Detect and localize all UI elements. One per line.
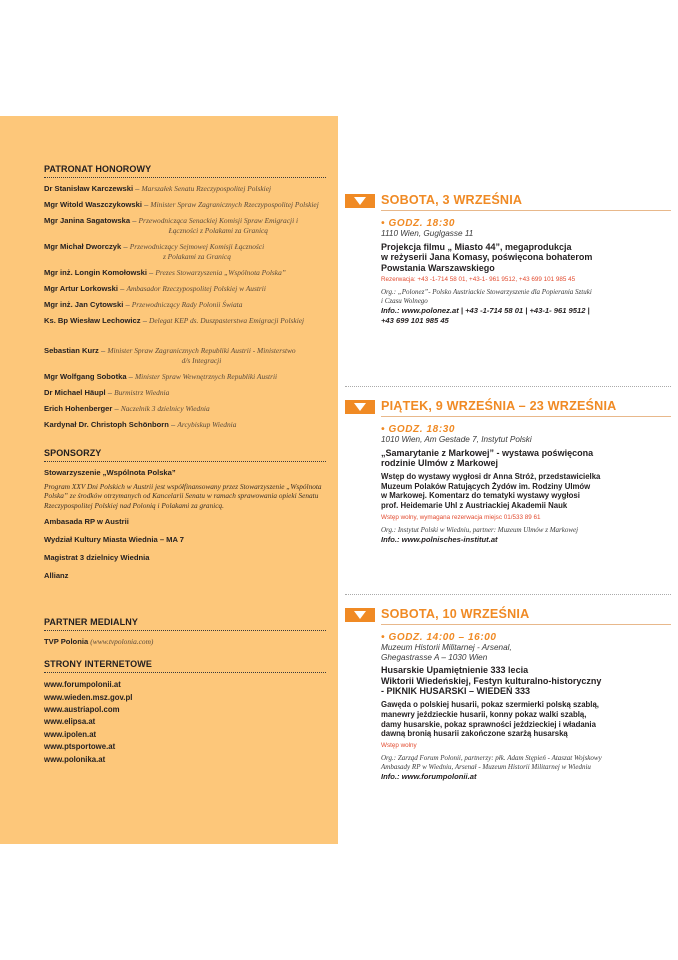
arrow-down-icon bbox=[345, 400, 375, 414]
patron-entry bbox=[44, 420, 326, 430]
patron-separator: – bbox=[146, 268, 156, 277]
patron-name: Kardynał Dr. Christoph Schönborn bbox=[44, 420, 169, 429]
patron-entry bbox=[44, 216, 326, 236]
sponsor-list bbox=[44, 517, 326, 581]
event-body bbox=[345, 212, 671, 326]
patron-role: Burmistrz Wiednia bbox=[114, 388, 170, 397]
event-block bbox=[345, 604, 671, 782]
patron-entry bbox=[44, 242, 326, 262]
patron-name: Erich Hohenberger bbox=[44, 404, 113, 413]
arrow-down-icon bbox=[345, 194, 375, 208]
partner-heading: PARTNER MEDIALNY bbox=[44, 617, 326, 631]
patron-name: Mgr Wolfgang Sobotka bbox=[44, 372, 127, 381]
patron-entry bbox=[44, 372, 326, 382]
patron-separator: – bbox=[140, 316, 150, 325]
patron-separator: – bbox=[133, 184, 142, 193]
event-body bbox=[345, 626, 671, 782]
event-location: 1110 Wien, Guglgasse 11 bbox=[381, 229, 474, 238]
patron-entry bbox=[44, 316, 326, 326]
patron-name: Mgr Michał Dworczyk bbox=[44, 242, 122, 251]
event-body bbox=[345, 418, 671, 545]
sponsor-item: Magistrat 3 dzielnicy Wiednia bbox=[44, 553, 150, 563]
patron-name: Dr Michael Häupl bbox=[44, 388, 106, 397]
website-link[interactable]: www.polonika.at bbox=[44, 754, 106, 764]
patron-separator: – bbox=[141, 200, 151, 209]
sponsor-item: Stowarzyszenie „Wspólnota Polska” bbox=[44, 468, 176, 477]
patron-role: Przewodniczący Rady Polonii Świata bbox=[131, 300, 243, 309]
event-header bbox=[345, 396, 671, 418]
patron-role: Arcybiskup Wiednia bbox=[177, 420, 237, 429]
partner-url: (www.tvpolonia.com) bbox=[90, 637, 154, 647]
partner-line bbox=[44, 637, 326, 647]
patron-role: Minister Spraw Wewnętrznych Republiki Austrii bbox=[135, 372, 278, 381]
event-location: 1010 Wien, Am Gestade 7, Instytut Polski bbox=[381, 435, 532, 444]
patron-role: Prezes Stowarzyszenia „Wspólnota Polska” bbox=[155, 268, 286, 277]
patron-name: Mgr Janina Sagatowska bbox=[44, 216, 131, 225]
patron-role: Delegat KEP ds. Duszpasterstwa Emigracji Polskiej bbox=[149, 316, 305, 325]
event-organizer: Org.: Instytut Polski w Wiedniu, partner: Muzeum Ulmów z Markowej bbox=[381, 525, 579, 534]
patron-separator: – bbox=[112, 404, 121, 413]
patron-separator: – bbox=[168, 420, 178, 429]
patron-entry bbox=[44, 184, 326, 194]
event-divider bbox=[345, 386, 671, 387]
event-date: SOBOTA, 3 WRZEŚNIA bbox=[381, 193, 523, 207]
patron-role: Naczelnik 3 dzielnicy Wiednia bbox=[120, 404, 210, 413]
event-block bbox=[345, 190, 671, 326]
event-reservation: Wstęp wolny bbox=[381, 742, 417, 750]
event-reservation: Rezerwacja: +43 -1-714 58 01, +43-1- 961 9512, +43 699 101 985 45 bbox=[381, 276, 576, 284]
sponsor-item: Wydział Kultury Miasta Wiednia – MA 7 bbox=[44, 535, 185, 545]
website-link[interactable]: www.austriapol.com bbox=[44, 705, 120, 715]
event-header bbox=[345, 190, 671, 212]
patronat-list-austria bbox=[44, 346, 326, 430]
event-info-link: Info.: www.forumpolonii.at bbox=[381, 772, 477, 782]
patron-name: Mgr inż. Longin Komołowski bbox=[44, 268, 147, 277]
event-location: Muzeum Historii Militarnej - Arsenal, Ghegastrasse A – 1030 Wien bbox=[381, 643, 512, 662]
left-info-panel bbox=[0, 116, 338, 844]
website-link[interactable]: www.ptsportowe.at bbox=[44, 742, 116, 752]
patron-separator: – bbox=[123, 300, 132, 309]
website-link[interactable]: www.elipsa.at bbox=[44, 717, 96, 727]
patron-role: Przewodniczący Sejmowej Komisji Łączności z Polakami za Granicą bbox=[129, 242, 265, 261]
patron-name: Mgr inż. Jan Cytowski bbox=[44, 300, 124, 309]
website-link[interactable]: www.wieden.msz.gov.pl bbox=[44, 692, 133, 702]
website-link[interactable]: www.ipolen.at bbox=[44, 729, 97, 739]
partner-name: TVP Polonia bbox=[44, 637, 89, 647]
event-block bbox=[345, 396, 671, 545]
patron-role: Ambasador Rzeczypospolitej Polskiej w Austrii bbox=[126, 284, 266, 293]
patron-role: Przewodnicząca Senackiej Komisji Spraw Emigracji i Łączności z Polakami za Granicą bbox=[138, 216, 299, 235]
patron-name: Dr Stanisław Karczewski bbox=[44, 184, 134, 193]
sponsor-item: Allianz bbox=[44, 571, 69, 581]
event-title: Husarskie Upamiętnienie 333 lecia Wiktorii Wiedeńskiej, Festyn kulturalno-historyczny - PIKNIK HUSARSKI – WIEDEŃ 333 bbox=[381, 665, 602, 697]
event-title: „Samarytanie z Markowej” - wystawa poświęcona rodzinie Ulmów z Markowej bbox=[381, 447, 594, 469]
event-info-link: Info.: www.polnisches-institut.at bbox=[381, 534, 498, 544]
event-organizer: Org.: Zarząd Forum Polonii, partnerzy: płk. Adam Stępień - Ataszat Wojskowy Ambasady RP w Wiedniu, Arsenał - Muzeum Historii Militarnej w Wiedniu bbox=[381, 754, 602, 772]
event-divider bbox=[345, 594, 671, 595]
event-date-rule bbox=[381, 210, 671, 211]
event-title: Projekcja filmu „ Miasto 44”, megaprodukcja w reżyserii Jana Komasy, poświęcona bohaterom Powstania Warszawskiego bbox=[381, 241, 593, 273]
event-organizer: Org.: „Polonez”- Polsko Austriackie Stowarzyszenie dla Popierania Sztuki i Czasu Wolnego bbox=[381, 288, 592, 306]
patron-separator: – bbox=[126, 372, 135, 381]
event-date: PIĄTEK, 9 WRZEŚNIA – 23 WRZEŚNIA bbox=[381, 399, 617, 413]
event-description: Gawęda o polskiej husarii, pokaz szermierki polską szablą, manewry jeździeckie husarii, konny pokaz walki szablą, damy husarskie, pokaz sprawności jeździeckiej i władania dawną bronią husarii zakończone szarżą husarską bbox=[381, 699, 599, 739]
left-panel-content bbox=[44, 164, 326, 766]
patron-role: Marszałek Senatu Rzeczypospolitej Polskiej bbox=[141, 184, 272, 193]
patron-entry bbox=[44, 300, 326, 310]
websites-heading: STRONY INTERNETOWE bbox=[44, 659, 326, 673]
patron-separator: – bbox=[98, 346, 108, 355]
patron-separator: – bbox=[105, 388, 115, 397]
event-info-link: Info.: www.polonez.at | +43 -1-714 58 01 | +43-1- 961 9512 | +43 699 101 985 45 bbox=[381, 306, 590, 325]
event-time: • GODZ. 18:30 bbox=[381, 218, 456, 229]
patron-entry bbox=[44, 200, 326, 210]
patron-name: Mgr Artur Lorkowski bbox=[44, 284, 118, 293]
patron-separator: – bbox=[117, 284, 127, 293]
patronat-heading: PATRONAT HONOROWY bbox=[44, 164, 326, 178]
patron-entry bbox=[44, 284, 326, 294]
website-link[interactable]: www.forumpolonii.at bbox=[44, 680, 121, 690]
patron-entry bbox=[44, 404, 326, 414]
event-header bbox=[345, 604, 671, 626]
event-description: Wstęp do wystawy wygłosi dr Anna Stróż, przedstawicielka Muzeum Polaków Ratujących Żydów im. Rodziny Ulmów w Markowej. Komentarz do tematyki wystawy wygłosi prof. Heidemarie Uhl z Austriackiej Akademii Nauk bbox=[381, 471, 601, 511]
patron-separator: – bbox=[130, 216, 139, 225]
patron-role: Minister Spraw Zagranicznych Rzeczypospolitej Polskiej bbox=[150, 200, 319, 209]
event-time: • GODZ. 14:00 – 16:00 bbox=[381, 632, 497, 643]
patron-name: Mgr Witold Waszczykowski bbox=[44, 200, 142, 209]
sponsor-item: Ambasada RP w Austrii bbox=[44, 517, 129, 527]
event-date: SOBOTA, 10 WRZEŚNIA bbox=[381, 607, 530, 621]
arrow-down-icon bbox=[345, 608, 375, 622]
patron-entry bbox=[44, 388, 326, 398]
event-date-rule bbox=[381, 624, 671, 625]
patron-separator: – bbox=[121, 242, 130, 251]
website-list bbox=[44, 679, 326, 766]
patron-role: Minister Spraw Zagranicznych Republiki Austrii - Ministerstwo d/s Integracji bbox=[107, 346, 296, 365]
event-reservation: Wstęp wolny, wymagana rezerwacja miejsc 01/533 89 61 bbox=[381, 513, 541, 521]
sponsors-heading: SPONSORZY bbox=[44, 448, 326, 462]
patron-entry bbox=[44, 346, 326, 366]
event-date-rule bbox=[381, 416, 671, 417]
patron-name: Sebastian Kurz bbox=[44, 346, 99, 355]
event-time: • GODZ. 18:30 bbox=[381, 424, 456, 435]
patron-entry bbox=[44, 268, 326, 278]
sponsor-note: Program XXV Dni Polskich w Austrii jest współfinansowany przez Stowarzyszenie „Wspólnota Polska” ze środków otrzymanych od Kancelarii Senatu w ramach sprawowania opieki Senatu Rzeczypospolitej Polskiej nad Polonią i Polakami za granicą. bbox=[44, 482, 322, 510]
patronat-list bbox=[44, 184, 326, 326]
patron-name: Ks. Bp Wiesław Lechowicz bbox=[44, 316, 141, 325]
